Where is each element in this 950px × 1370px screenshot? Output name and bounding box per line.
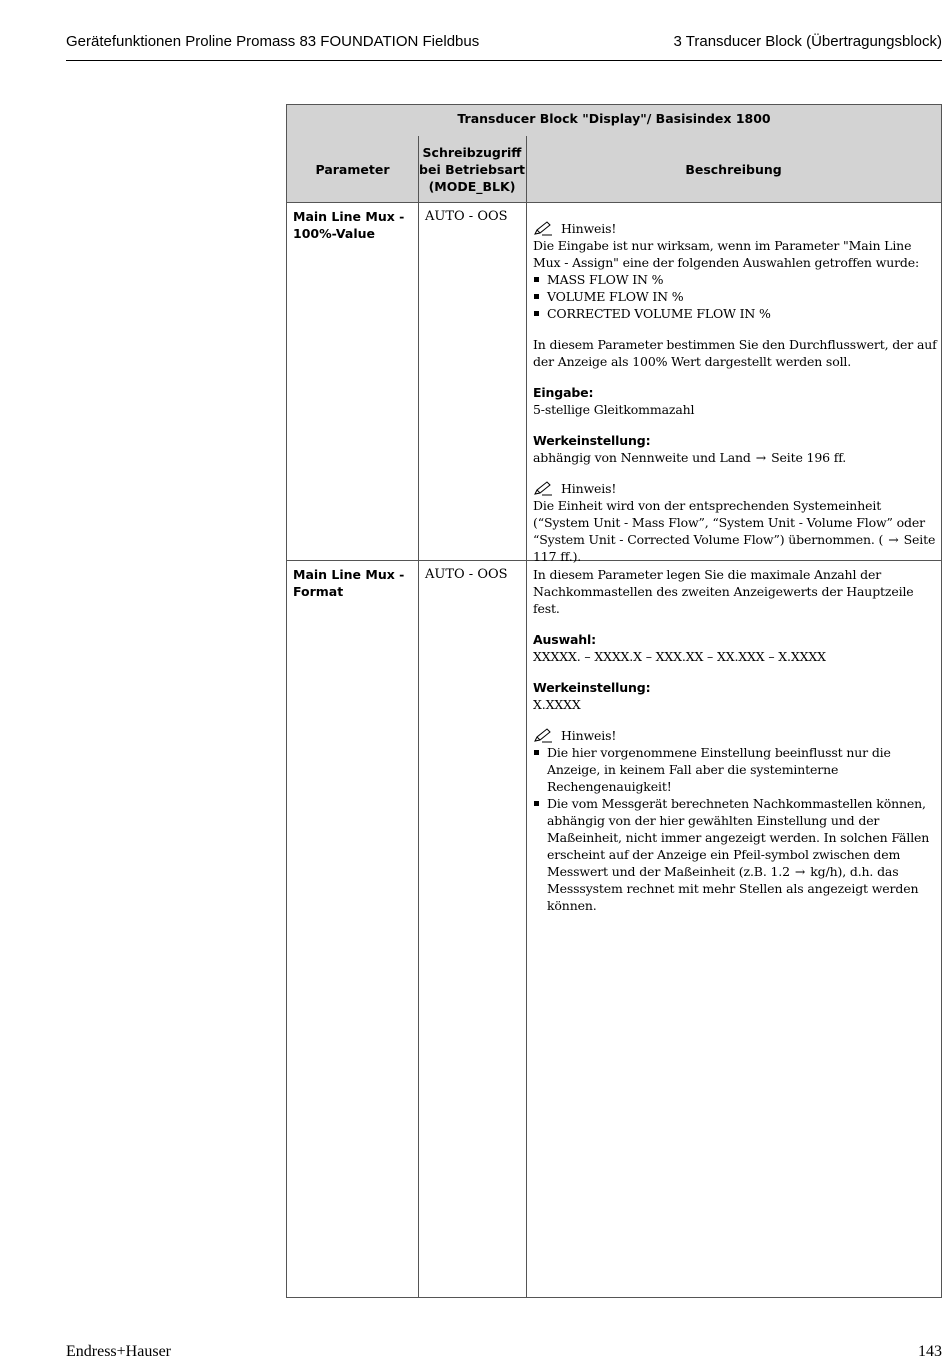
arrow-right-icon: → <box>794 864 806 879</box>
write-access-value: AUTO - OOS <box>425 567 508 582</box>
pencil-note-icon <box>533 221 553 236</box>
input-label: Eingabe: <box>533 385 594 400</box>
note-heading: Hinweis! <box>533 727 939 744</box>
note-heading: Hinweis! <box>533 480 939 497</box>
option-list <box>533 271 939 322</box>
page-reference: Seite 196 ff. <box>771 450 847 465</box>
table-header <box>287 105 941 203</box>
note-heading: Hinweis! <box>533 220 939 237</box>
pencil-note-icon <box>533 481 553 496</box>
factory-setting-label: Werkeinstellung: <box>533 680 651 695</box>
factory-setting-value: X.XXXX <box>533 697 581 712</box>
table-title: Transducer Block "Display"/ Basisindex 1800 <box>457 111 771 126</box>
footer-brand: Endress+Hauser <box>66 1343 171 1360</box>
description-paragraph: In diesem Parameter legen Sie die maximale Anzahl der Nachkommastellen des zweiten Anzeigewerts der Hauptzeile fest. <box>533 567 914 616</box>
factory-setting-label: Werkeinstellung: <box>533 433 651 448</box>
list-item: MASS FLOW IN % <box>533 271 939 288</box>
header-rule <box>66 60 942 61</box>
column-divider <box>418 136 419 1297</box>
arrow-right-icon: → <box>755 450 767 465</box>
description-paragraph: In diesem Parameter bestimmen Sie den Durchflusswert, der auf der Anzeige als 100% Wert dargestellt werden soll. <box>533 337 937 369</box>
column-header-write-access: Schreibzugriff bei Betriebsart (MODE_BLK) <box>419 144 525 194</box>
description-cell <box>533 220 939 565</box>
list-item: CORRECTED VOLUME FLOW IN % <box>533 305 939 322</box>
page-number: 143 <box>918 1343 942 1360</box>
selection-label: Auswahl: <box>533 632 596 647</box>
input-value: 5-stellige Gleitkommazahl <box>533 402 695 417</box>
factory-setting-value: abhängig von Nennweite und Land → Seite 196 ff. <box>533 450 847 465</box>
param-name: Main Line Mux - Format <box>293 567 405 599</box>
write-access-value: AUTO - OOS <box>425 209 508 224</box>
arrow-right-icon: → <box>888 532 899 547</box>
pencil-note-icon <box>533 728 553 743</box>
note-text: Die Eingabe ist nur wirksam, wenn im Parameter "Main Line Mux - Assign" eine der folgenden Auswahlen getroffen wurde: <box>533 238 920 270</box>
list-item: Die hier vorgenommene Einstellung beeinflusst nur die Anzeige, in keinem Fall aber die systeminterne Rechengenauigkeit! <box>533 744 939 795</box>
column-header-description: Beschreibung <box>685 161 782 177</box>
column-divider <box>526 136 527 1297</box>
selection-value: XXXXX. – XXXX.X – XXX.XX – XX.XXX – X.XXXX <box>533 649 826 664</box>
description-cell <box>533 566 939 914</box>
list-item: VOLUME FLOW IN % <box>533 288 939 305</box>
page-reference: Seite 117 ff.). <box>533 532 936 564</box>
note-text: Die Einheit wird von der entsprechenden Systemeinheit (“System Unit - Mass Flow”, “System Unit - Volume Flow” oder “System Unit - Corrected Volume Flow”) übernommen. ( → Seite 117 ff.). <box>533 498 936 564</box>
note-list <box>533 744 939 914</box>
parameter-table <box>286 104 942 1298</box>
param-name: Main Line Mux - 100%-Value <box>293 209 405 241</box>
running-header-section: 3 Transducer Block (Übertragungsblock) <box>673 33 942 50</box>
column-header-parameter: Parameter <box>315 161 390 177</box>
list-item: Die vom Messgerät berechneten Nachkommastellen können, abhängig von der hier gewählten Einstellung und der Maßeinheit, nicht immer angezeigt werden. In solchen Fällen erscheint auf der Anzeige ein Pfeil-symbol zwischen dem Messwert und der Maßeinheit (z.B. 1.2 → kg/h), d.h. das Messsystem rechnet mit mehr Stellen als angezeigt werden können. <box>533 795 939 914</box>
running-header-title: Gerätefunktionen Proline Promass 83 FOUNDATION Fieldbus <box>66 33 480 50</box>
